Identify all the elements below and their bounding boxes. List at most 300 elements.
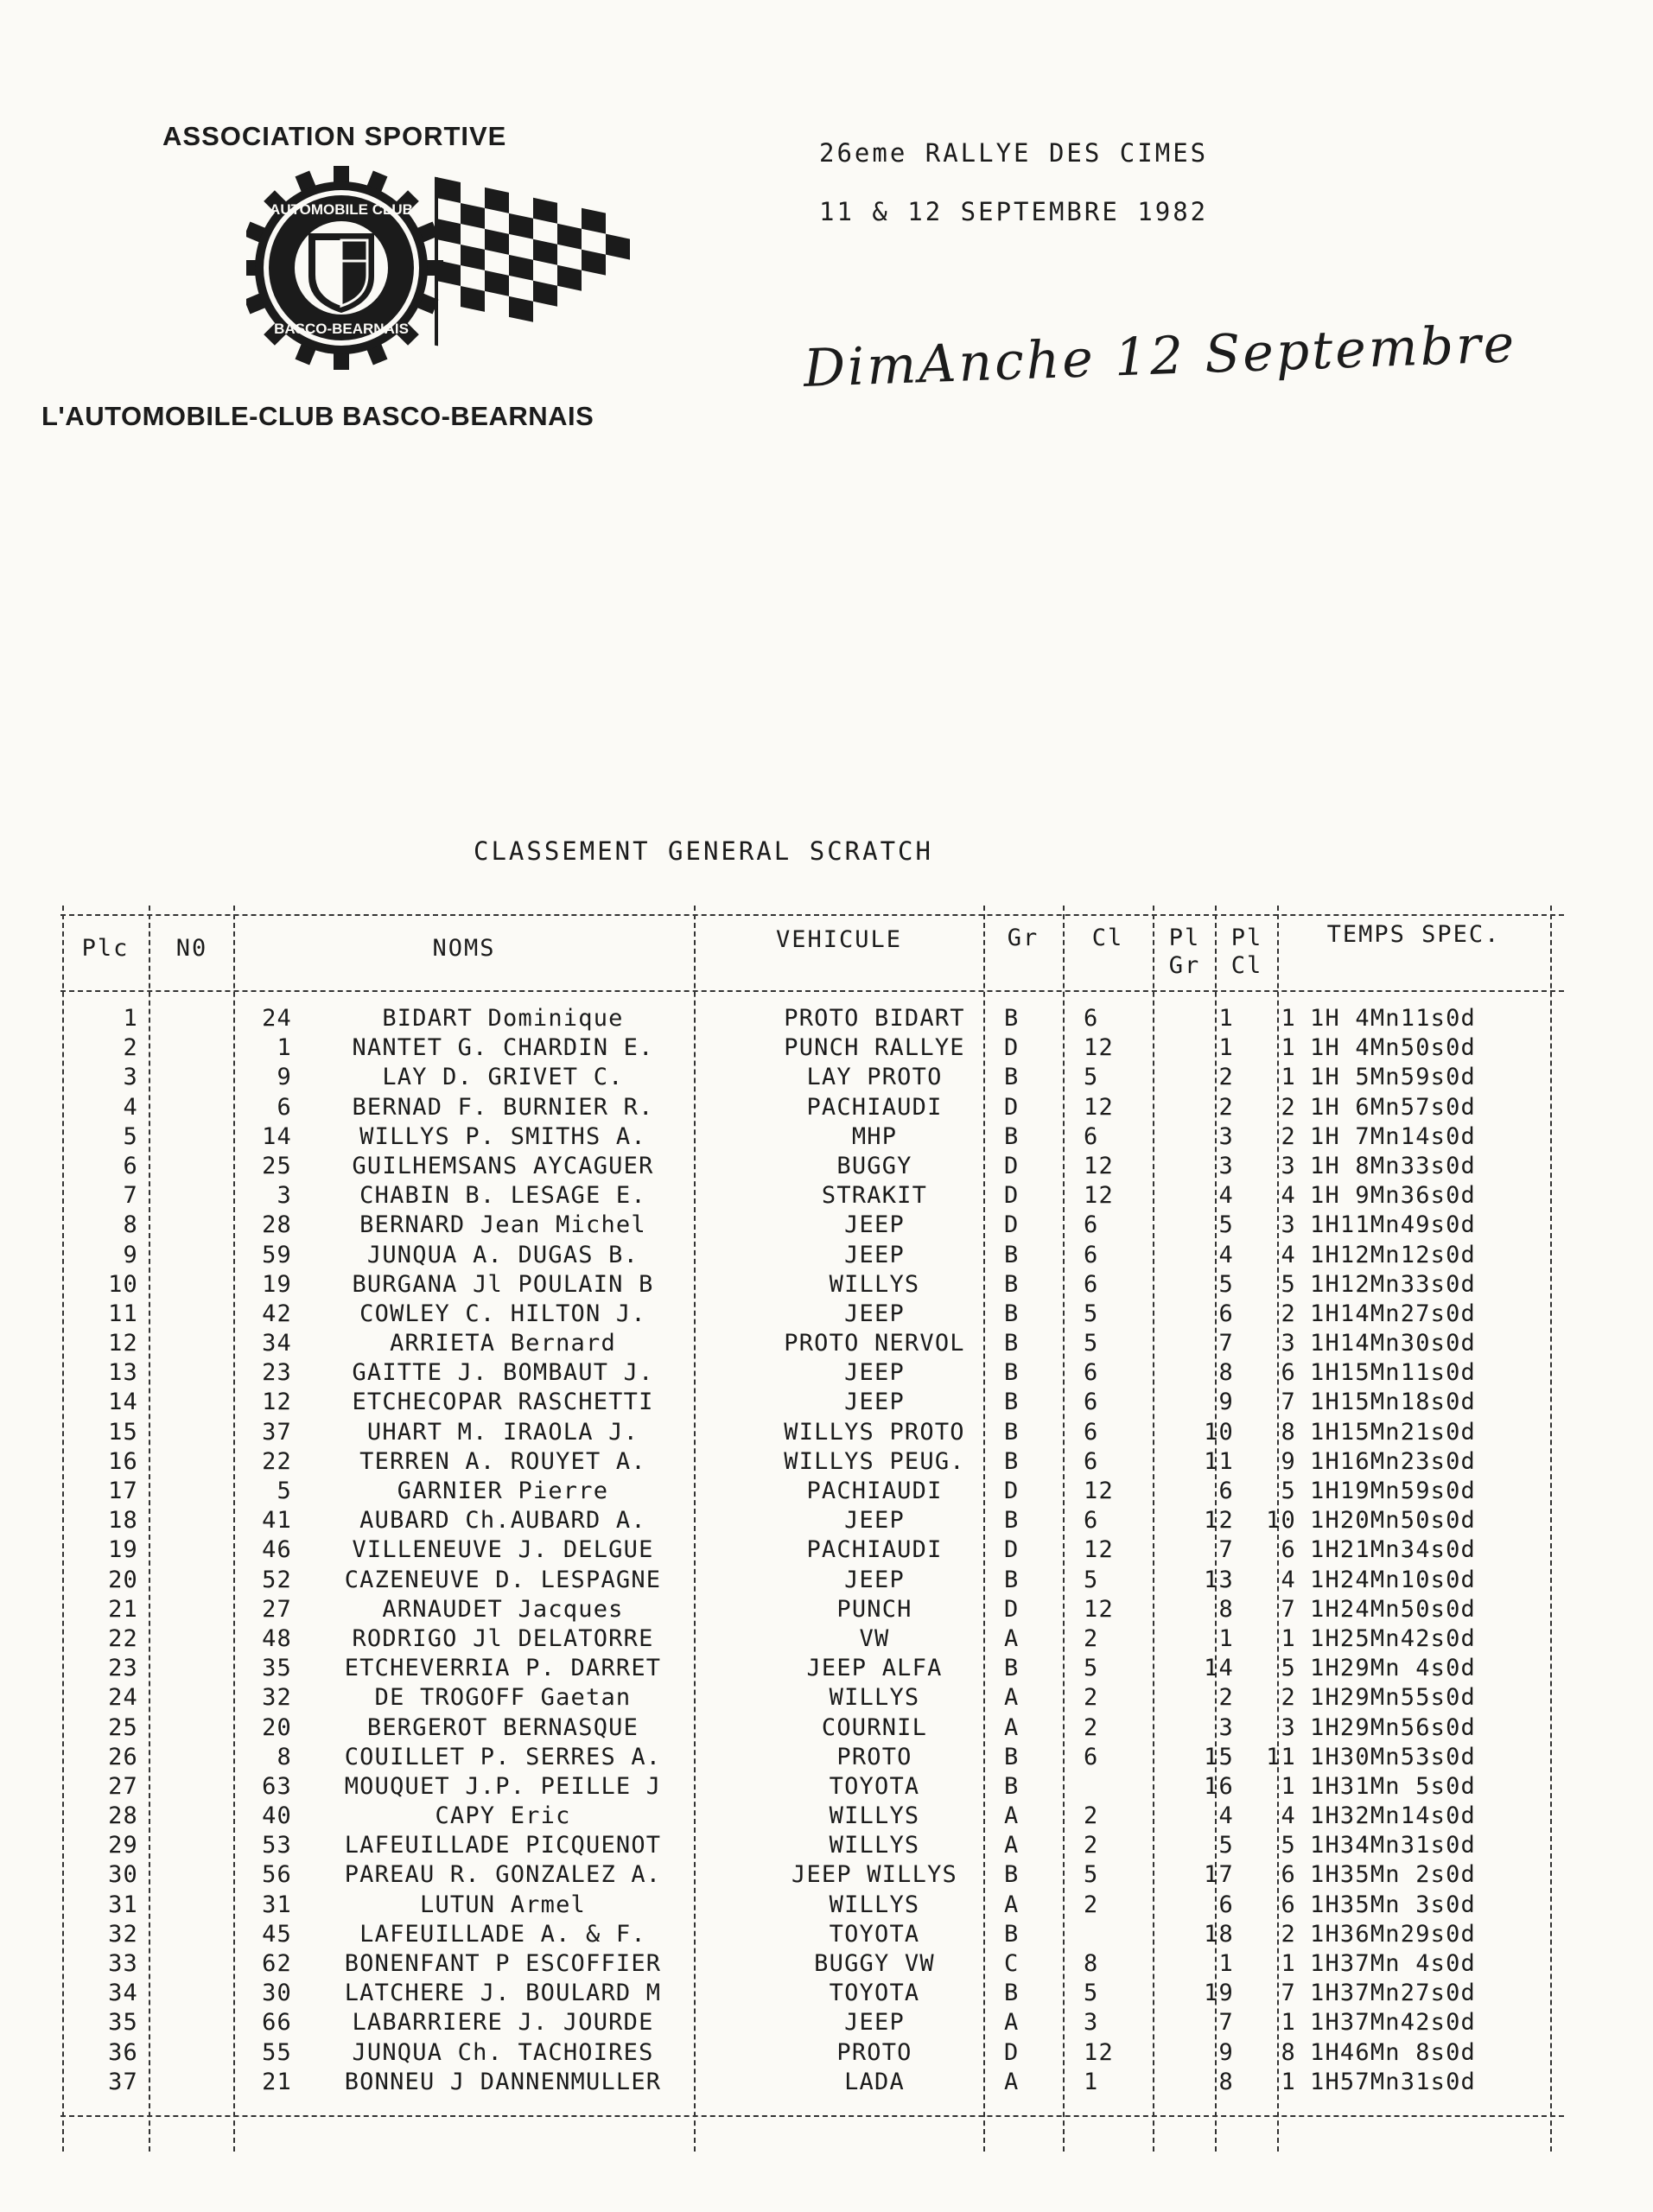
names-cell: NANTET G. CHARDIN E.	[352, 1034, 654, 1062]
place-in-class-cell: 5	[1281, 1655, 1296, 1682]
number-cell: 53	[262, 1832, 292, 1859]
group-cell: B	[1004, 1772, 1020, 1800]
names-cell: GARNIER Pierre	[397, 1478, 609, 1504]
vehicle-cell: BUGGY VW	[814, 1950, 935, 1977]
vehicle-cell: PROTO BIDART	[784, 1005, 965, 1032]
place-in-class-cell: 6	[1281, 1536, 1296, 1564]
vehicle-cell: WILLYS	[829, 1684, 920, 1712]
place-in-class-cell: 2	[1281, 1920, 1296, 1948]
time-cell: 1H46Mn 8s0d	[1310, 2038, 1477, 2066]
class-cell: 12	[1084, 1093, 1114, 1121]
group-cell: B	[1004, 1241, 1020, 1268]
vehicle-cell: VW	[859, 1624, 890, 1652]
group-cell: B	[1004, 1300, 1020, 1327]
number-cell: 28	[262, 1211, 292, 1239]
table-row	[60, 1152, 1564, 1181]
row-rule	[60, 2115, 1564, 2117]
class-cell: 6	[1084, 1743, 1099, 1770]
header-names: NOMS	[432, 935, 496, 962]
number-cell: 20	[262, 1713, 292, 1741]
table-row	[60, 1270, 1564, 1300]
time-cell: 1H 4Mn50s0d	[1310, 1034, 1477, 1062]
place-in-class-cell: 5	[1281, 1478, 1296, 1504]
table-row	[60, 1979, 1564, 2008]
place-cell: 18	[108, 1507, 138, 1535]
group-cell: B	[1004, 1447, 1020, 1475]
class-cell: 6	[1084, 1005, 1099, 1032]
time-cell: 1H57Mn31s0d	[1310, 2068, 1477, 2095]
place-in-group-cell: 2	[1218, 1064, 1234, 1091]
header-place-class-1: Pl	[1230, 925, 1263, 951]
names-cell: LAY D. GRIVET C.	[382, 1064, 624, 1091]
group-cell: D	[1004, 1152, 1020, 1179]
place-cell: 30	[108, 1861, 138, 1889]
number-cell: 66	[262, 2009, 292, 2037]
header-group: Gr	[1007, 925, 1039, 951]
class-cell: 2	[1084, 1713, 1099, 1741]
names-cell: VILLENEUVE J. DELGUE	[352, 1536, 654, 1564]
names-cell: CAPY Eric	[435, 1802, 571, 1830]
names-cell: MOUQUET J.P. PEILLE J	[344, 1772, 662, 1800]
place-cell: 4	[123, 1093, 138, 1121]
group-cell: D	[1004, 1595, 1020, 1623]
group-cell: C	[1004, 1950, 1020, 1977]
time-cell: 1H12Mn33s0d	[1310, 1270, 1477, 1298]
vehicle-cell: JEEP	[844, 1566, 905, 1593]
vehicle-cell: COURNIL	[821, 1713, 928, 1741]
place-cell: 27	[108, 1772, 138, 1800]
place-in-class-cell: 7	[1281, 1595, 1296, 1623]
number-cell: 9	[277, 1064, 292, 1091]
class-cell: 6	[1084, 1270, 1099, 1298]
place-in-group-cell: 9	[1218, 2038, 1234, 2066]
group-cell: A	[1004, 1832, 1020, 1859]
number-cell: 1	[277, 1034, 292, 1062]
org-name-top: ASSOCIATION SPORTIVE	[162, 121, 507, 151]
class-cell: 5	[1084, 1566, 1099, 1593]
names-cell: BONENFANT P ESCOFFIER	[344, 1950, 662, 1977]
place-cell: 22	[108, 1624, 138, 1652]
names-cell: LUTUN Armel	[419, 1891, 586, 1918]
table-row	[60, 1683, 1564, 1713]
place-in-class-cell: 1	[1281, 1772, 1296, 1800]
place-cell: 29	[108, 1832, 138, 1859]
vehicle-cell: WILLYS	[829, 1802, 920, 1830]
place-in-class-cell: 1	[1281, 1624, 1296, 1652]
place-in-group-cell: 5	[1218, 1211, 1234, 1239]
place-in-group-cell: 1	[1218, 1005, 1234, 1032]
place-in-class-cell: 6	[1281, 1891, 1296, 1918]
names-cell: ARNAUDET Jacques	[382, 1595, 624, 1623]
number-cell: 40	[262, 1802, 292, 1830]
table-row	[60, 2008, 1564, 2037]
names-cell: WILLYS P. SMITHS A.	[359, 1122, 646, 1150]
class-cell: 5	[1084, 1330, 1099, 1357]
group-cell: B	[1004, 1920, 1020, 1948]
results-rows	[60, 1004, 1564, 2097]
automobile-club-emblem-icon	[246, 160, 661, 376]
place-cell: 12	[108, 1330, 138, 1357]
table-row	[60, 1920, 1564, 1949]
names-cell: ETCHEVERRIA P. DARRET	[344, 1655, 662, 1682]
number-cell: 34	[262, 1330, 292, 1357]
names-cell: JUNQUA A. DUGAS B.	[366, 1241, 639, 1268]
place-in-group-cell: 6	[1218, 1300, 1234, 1327]
class-cell: 5	[1084, 1064, 1099, 1091]
time-cell: 1H30Mn53s0d	[1310, 1743, 1477, 1770]
place-cell: 13	[108, 1359, 138, 1387]
place-in-class-cell: 4	[1281, 1566, 1296, 1593]
class-cell: 12	[1084, 2038, 1114, 2066]
place-cell: 35	[108, 2009, 138, 2037]
vehicle-cell: TOYOTA	[829, 1920, 920, 1948]
group-cell: A	[1004, 2068, 1020, 2095]
place-cell: 16	[108, 1447, 138, 1475]
row-rule	[60, 990, 1564, 992]
place-in-class-cell: 3	[1281, 1330, 1296, 1357]
place-in-group-cell: 6	[1218, 1478, 1234, 1504]
header-vehicle: VEHICULE	[775, 926, 903, 953]
emblem-top-text: AUTOMOBILE CLUB	[270, 201, 413, 218]
time-cell: 1H14Mn27s0d	[1310, 1300, 1477, 1327]
names-cell: DE TROGOFF Gaetan	[374, 1684, 632, 1712]
group-cell: A	[1004, 1802, 1020, 1830]
table-row	[60, 1388, 1564, 1417]
table-row	[60, 1093, 1564, 1122]
vehicle-cell: PUNCH	[836, 1595, 912, 1623]
time-cell: 1H15Mn18s0d	[1310, 1389, 1477, 1416]
place-cell: 23	[108, 1655, 138, 1682]
vehicle-cell: JEEP	[844, 1507, 905, 1535]
place-cell: 37	[108, 2068, 138, 2095]
number-cell: 23	[262, 1359, 292, 1387]
names-cell: ETCHECOPAR RASCHETTI	[352, 1389, 654, 1416]
class-cell: 1	[1084, 2068, 1099, 2095]
place-cell: 20	[108, 1566, 138, 1593]
table-row	[60, 1211, 1564, 1240]
place-in-group-cell: 5	[1218, 1270, 1234, 1298]
place-in-group-cell: 4	[1218, 1241, 1234, 1268]
table-row	[60, 1506, 1564, 1535]
table-row	[60, 2068, 1564, 2097]
group-cell: D	[1004, 1478, 1020, 1504]
place-cell: 28	[108, 1802, 138, 1830]
group-cell: A	[1004, 2009, 1020, 2037]
time-cell: 1H 6Mn57s0d	[1310, 1093, 1477, 1121]
vehicle-cell: JEEP	[844, 1389, 905, 1416]
place-in-group-cell: 1	[1218, 1624, 1234, 1652]
place-in-group-cell: 8	[1218, 1595, 1234, 1623]
names-cell: LAFEUILLADE PICQUENOT	[344, 1832, 662, 1859]
group-cell: D	[1004, 1034, 1020, 1062]
vehicle-cell: LADA	[844, 2068, 905, 2095]
time-cell: 1H37Mn 4s0d	[1310, 1950, 1477, 1977]
time-cell: 1H35Mn 3s0d	[1310, 1891, 1477, 1918]
place-in-class-cell: 2	[1281, 1684, 1296, 1712]
place-in-group-cell: 7	[1218, 1330, 1234, 1357]
group-cell: B	[1004, 1389, 1020, 1416]
place-cell: 8	[123, 1211, 138, 1239]
header-place-group-2: Gr	[1168, 952, 1201, 979]
place-in-group-cell: 3	[1218, 1122, 1234, 1150]
number-cell: 12	[262, 1389, 292, 1416]
number-cell: 42	[262, 1300, 292, 1327]
number-cell: 56	[262, 1861, 292, 1889]
place-in-group-cell: 5	[1218, 1832, 1234, 1859]
names-cell: LAFEUILLADE A. & F.	[359, 1920, 646, 1948]
time-cell: 1H29Mn56s0d	[1310, 1713, 1477, 1741]
group-cell: D	[1004, 1536, 1020, 1564]
place-cell: 5	[123, 1122, 138, 1150]
place-cell: 36	[108, 2038, 138, 2066]
place-cell: 14	[108, 1389, 138, 1416]
place-cell: 33	[108, 1950, 138, 1977]
group-cell: B	[1004, 1122, 1020, 1150]
place-in-class-cell: 3	[1281, 1211, 1296, 1239]
table-row	[60, 1329, 1564, 1358]
group-cell: D	[1004, 1093, 1020, 1121]
header-place-class-2: Cl	[1230, 952, 1263, 979]
number-cell: 45	[262, 1920, 292, 1948]
table-row	[60, 1535, 1564, 1565]
names-cell: PAREAU R. GONZALEZ A.	[344, 1861, 662, 1889]
place-in-class-cell: 2	[1281, 1122, 1296, 1150]
time-cell: 1H16Mn23s0d	[1310, 1447, 1477, 1475]
class-cell: 6	[1084, 1211, 1099, 1239]
place-cell: 21	[108, 1595, 138, 1623]
place-in-class-cell: 4	[1281, 1182, 1296, 1210]
number-cell: 46	[262, 1536, 292, 1564]
results-table	[60, 890, 1564, 2152]
place-in-group-cell: 18	[1204, 1920, 1234, 1948]
number-cell: 27	[262, 1595, 292, 1623]
group-cell: A	[1004, 1684, 1020, 1712]
number-cell: 55	[262, 2038, 292, 2066]
place-in-group-cell: 8	[1218, 2068, 1234, 2095]
table-row	[60, 1949, 1564, 1979]
names-cell: COUILLET P. SERRES A.	[344, 1743, 662, 1770]
vehicle-cell: LAY PROTO	[806, 1064, 943, 1091]
class-cell: 2	[1084, 1832, 1099, 1859]
time-cell: 1H 5Mn59s0d	[1310, 1064, 1477, 1091]
time-cell: 1H20Mn50s0d	[1310, 1507, 1477, 1535]
vehicle-cell: JEEP	[844, 1211, 905, 1239]
header-time: TEMPS SPEC.	[1326, 921, 1501, 948]
vehicle-cell: PROTO	[836, 1743, 912, 1770]
class-cell: 5	[1084, 1861, 1099, 1889]
place-in-class-cell: 5	[1281, 1270, 1296, 1298]
group-cell: B	[1004, 1655, 1020, 1682]
table-row	[60, 1860, 1564, 1890]
place-in-class-cell: 3	[1281, 1713, 1296, 1741]
place-in-group-cell: 3	[1218, 1713, 1234, 1741]
time-cell: 1H 9Mn36s0d	[1310, 1182, 1477, 1210]
results-title: CLASSEMENT GENERAL SCRATCH	[474, 836, 933, 866]
header-number: N0	[175, 935, 208, 962]
class-cell: 8	[1084, 1950, 1099, 1977]
names-cell: BERGEROT BERNASQUE	[366, 1713, 639, 1741]
class-cell: 12	[1084, 1536, 1114, 1564]
names-cell: JUNQUA Ch. TACHOIRES	[352, 2038, 654, 2066]
place-in-group-cell: 12	[1204, 1507, 1234, 1535]
time-cell: 1H 7Mn14s0d	[1310, 1122, 1477, 1150]
group-cell: B	[1004, 1064, 1020, 1091]
class-cell: 6	[1084, 1447, 1099, 1475]
class-cell: 2	[1084, 1802, 1099, 1830]
place-in-class-cell: 8	[1281, 2038, 1296, 2066]
place-cell: 10	[108, 1270, 138, 1298]
vehicle-cell: WILLYS	[829, 1832, 920, 1859]
vehicle-cell: PACHIAUDI	[806, 1536, 943, 1564]
place-in-group-cell: 7	[1218, 2009, 1234, 2037]
group-cell: B	[1004, 1330, 1020, 1357]
number-cell: 22	[262, 1447, 292, 1475]
time-cell: 1H29Mn55s0d	[1310, 1684, 1477, 1712]
table-row	[60, 1566, 1564, 1595]
table-row	[60, 1624, 1564, 1654]
time-cell: 1H 4Mn11s0d	[1310, 1005, 1477, 1032]
number-cell: 52	[262, 1566, 292, 1593]
place-in-group-cell: 10	[1204, 1418, 1234, 1446]
group-cell: B	[1004, 1507, 1020, 1535]
place-in-group-cell: 1	[1218, 1034, 1234, 1062]
place-in-group-cell: 4	[1218, 1802, 1234, 1830]
place-in-group-cell: 13	[1204, 1566, 1234, 1593]
names-cell: AUBARD Ch.AUBARD A.	[359, 1507, 646, 1535]
group-cell: A	[1004, 1713, 1020, 1741]
names-cell: LATCHERE J. BOULARD M	[344, 1980, 662, 2007]
place-in-class-cell: 4	[1281, 1241, 1296, 1268]
place-cell: 2	[123, 1034, 138, 1062]
class-cell: 12	[1084, 1152, 1114, 1179]
place-in-group-cell: 15	[1204, 1743, 1234, 1770]
number-cell: 24	[262, 1005, 292, 1032]
time-cell: 1H29Mn 4s0d	[1310, 1655, 1477, 1682]
time-cell: 1H24Mn10s0d	[1310, 1566, 1477, 1593]
number-cell: 21	[262, 2068, 292, 2095]
time-cell: 1H15Mn21s0d	[1310, 1418, 1477, 1446]
table-row	[60, 1181, 1564, 1211]
place-in-class-cell: 3	[1281, 1152, 1296, 1179]
place-in-class-cell: 6	[1281, 1359, 1296, 1387]
place-in-class-cell: 9	[1281, 1447, 1296, 1475]
time-cell: 1H37Mn42s0d	[1310, 2009, 1477, 2037]
class-cell: 3	[1084, 2009, 1099, 2037]
group-cell: D	[1004, 1211, 1020, 1239]
place-in-class-cell: 7	[1281, 1980, 1296, 2007]
group-cell: B	[1004, 1418, 1020, 1446]
place-in-class-cell: 1	[1281, 1950, 1296, 1977]
time-cell: 1H37Mn27s0d	[1310, 1980, 1477, 2007]
time-cell: 1H12Mn12s0d	[1310, 1241, 1477, 1268]
class-cell: 12	[1084, 1034, 1114, 1062]
vehicle-cell: BUGGY	[836, 1152, 912, 1179]
table-row	[60, 1241, 1564, 1270]
class-cell: 6	[1084, 1418, 1099, 1446]
names-cell: RODRIGO Jl DELATORRE	[352, 1624, 654, 1652]
place-cell: 3	[123, 1064, 138, 1091]
names-cell: BERNARD Jean Michel	[359, 1211, 646, 1239]
place-cell: 9	[123, 1241, 138, 1268]
number-cell: 62	[262, 1950, 292, 1977]
time-cell: 1H24Mn50s0d	[1310, 1595, 1477, 1623]
row-rule	[60, 914, 1564, 916]
place-cell: 26	[108, 1743, 138, 1770]
place-cell: 31	[108, 1891, 138, 1918]
vehicle-cell: JEEP	[844, 2009, 905, 2037]
place-in-class-cell: 10	[1266, 1507, 1296, 1535]
place-in-class-cell: 2	[1281, 1300, 1296, 1327]
table-row	[60, 1802, 1564, 1831]
names-cell: TERREN A. ROUYET A.	[359, 1447, 646, 1475]
vehicle-cell: WILLYS	[829, 1891, 920, 1918]
time-cell: 1H14Mn30s0d	[1310, 1330, 1477, 1357]
time-cell: 1H 8Mn33s0d	[1310, 1152, 1477, 1179]
place-in-group-cell: 11	[1204, 1447, 1234, 1475]
table-row	[60, 1654, 1564, 1683]
class-cell: 2	[1084, 1891, 1099, 1918]
number-cell: 48	[262, 1624, 292, 1652]
group-cell: D	[1004, 1182, 1020, 1210]
table-row	[60, 1743, 1564, 1772]
class-cell: 2	[1084, 1624, 1099, 1652]
place-cell: 25	[108, 1713, 138, 1741]
number-cell: 6	[277, 1093, 292, 1121]
time-cell: 1H15Mn11s0d	[1310, 1359, 1477, 1387]
place-cell: 17	[108, 1478, 138, 1504]
handwritten-day-note: DimAnche 12 Septembre	[802, 314, 1518, 399]
time-cell: 1H11Mn49s0d	[1310, 1211, 1477, 1239]
class-cell: 5	[1084, 1980, 1099, 2007]
place-in-class-cell: 8	[1281, 1418, 1296, 1446]
place-cell: 1	[123, 1005, 138, 1032]
place-cell: 34	[108, 1980, 138, 2007]
vehicle-cell: WILLYS	[829, 1270, 920, 1298]
place-in-group-cell: 16	[1204, 1772, 1234, 1800]
table-row	[60, 1122, 1564, 1152]
table-row	[60, 1300, 1564, 1329]
number-cell: 37	[262, 1418, 292, 1446]
place-in-group-cell: 1	[1218, 1950, 1234, 1977]
place-in-class-cell: 7	[1281, 1389, 1296, 1416]
number-cell: 63	[262, 1772, 292, 1800]
place-in-class-cell: 1	[1281, 1034, 1296, 1062]
header-class: Cl	[1091, 925, 1124, 951]
vehicle-cell: JEEP	[844, 1241, 905, 1268]
names-cell: CHABIN B. LESAGE E.	[359, 1182, 646, 1210]
number-cell: 14	[262, 1122, 292, 1150]
names-cell: LABARRIERE J. JOURDE	[352, 2009, 654, 2037]
class-cell: 12	[1084, 1478, 1114, 1504]
vehicle-cell: PACHIAUDI	[806, 1478, 943, 1504]
time-cell: 1H36Mn29s0d	[1310, 1920, 1477, 1948]
time-cell: 1H34Mn31s0d	[1310, 1832, 1477, 1859]
place-in-class-cell: 4	[1281, 1802, 1296, 1830]
number-cell: 31	[262, 1891, 292, 1918]
place-in-group-cell: 9	[1218, 1389, 1234, 1416]
names-cell: BIDART Dominique	[382, 1005, 624, 1032]
place-cell: 24	[108, 1684, 138, 1712]
place-in-class-cell: 11	[1266, 1743, 1296, 1770]
place-in-group-cell: 4	[1218, 1182, 1234, 1210]
class-cell: 2	[1084, 1684, 1099, 1712]
place-in-group-cell: 6	[1218, 1891, 1234, 1918]
table-row	[60, 1713, 1564, 1743]
place-in-class-cell: 1	[1281, 1005, 1296, 1032]
names-cell: BERNAD F. BURNIER R.	[352, 1093, 654, 1121]
number-cell: 3	[277, 1182, 292, 1210]
place-in-group-cell: 17	[1204, 1861, 1234, 1889]
